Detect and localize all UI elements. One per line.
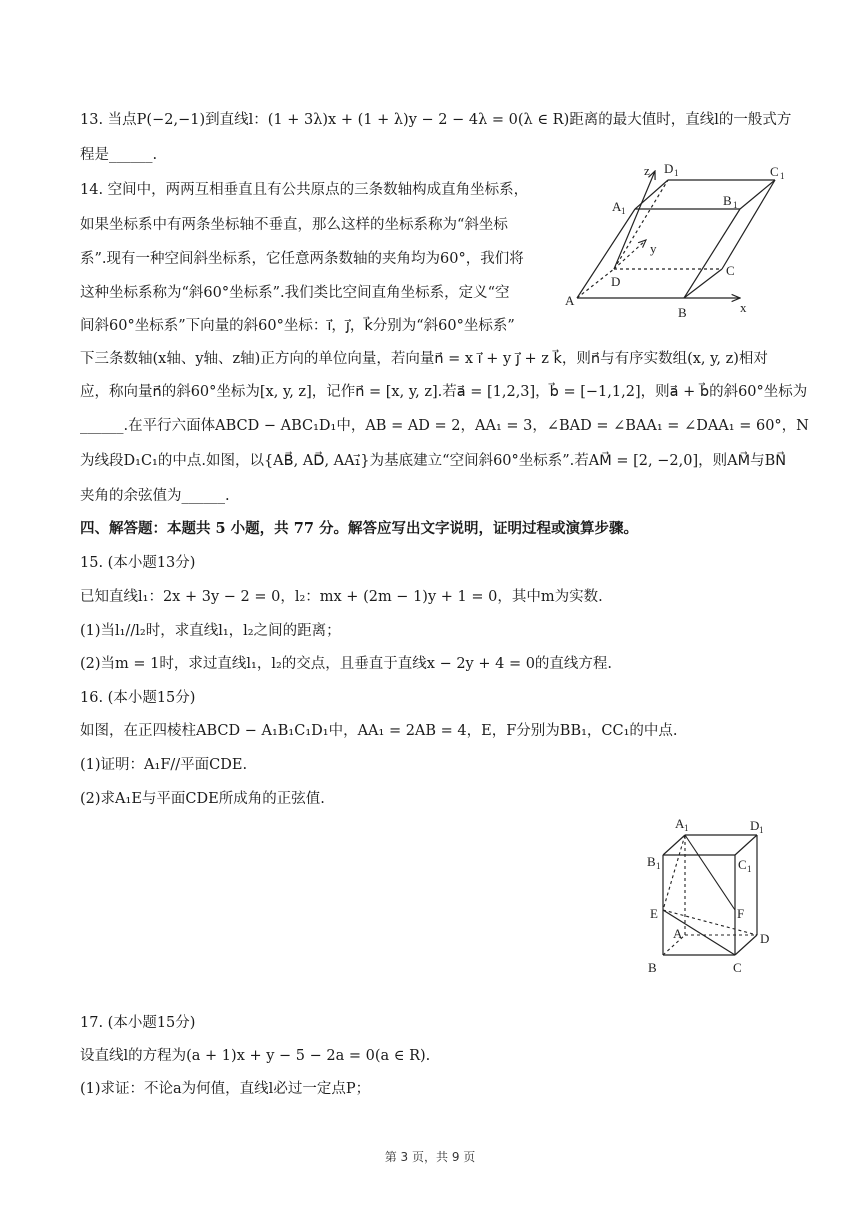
label-b: B [648,960,657,975]
label-x: x [740,300,747,315]
q16-part-1: (1)证明：A₁F//平面CDE. [80,757,248,773]
label-d1-sub: 1 [674,168,679,178]
label-d1: D [664,161,674,176]
q14-line-6: 下三条数轴(x轴、y轴、z轴)正方向的单位向量，若向量n⃗ = x i⃗ + y j⃗ + z k⃗，则n⃗与有序实数组(x, y, z)相对 [80,351,768,367]
label-b: B [678,305,687,320]
label-d: D [760,931,770,946]
label-c1: C [738,857,747,872]
label-d1-sub: 1 [759,825,764,835]
q16-title: 16. (本小题15分) [80,690,196,706]
label-c1-sub: 1 [747,864,752,874]
segment-a1e [663,835,685,910]
label-b1: B [647,854,656,869]
q14-line-1: 14. 空间中，两两互相垂直且有公共原点的三条数轴构成直角坐标系， [80,182,529,198]
label-b1-sub: 1 [656,861,661,871]
q17-title: 17. (本小题15分) [80,1015,196,1031]
edge-a1d1 [635,180,668,209]
label-a1: A [675,816,685,831]
q14-line-4: 这种坐标系称为“斜60°坐标系”.我们类比空间直角坐标系，定义“空 [80,285,510,301]
q14-line-9: 为线段D₁C₁的中点.如图，以{AB⃗, AD⃗, AA₁⃗}为基底建立“空间斜60°坐标系”.若AM⃗ = [2, −2,0]，则AM⃗与BN⃗ [80,453,787,469]
edge-b1a1 [663,835,685,855]
label-c: C [733,960,742,975]
q16-part-2: (2)求A₁E与平面CDE所成角的正弦值. [80,791,325,807]
label-c: C [726,263,735,278]
label-d: D [611,274,621,289]
z-axis-arrow [614,171,655,269]
label-f: F [737,906,745,921]
edge-aa1 [577,209,635,298]
q15-part-2: (2)当m = 1时，求过直线l₁，l₂的交点，且垂直于直线x − 2y + 4 = 0的直线方程. [80,656,613,672]
segment-a1f [685,835,735,910]
label-a1: A [612,199,622,214]
q13-line-2: 程是______. [80,147,158,163]
q16-stem: 如图，在正四棱柱ABCD − A₁B₁C₁D₁中，AA₁ = 2AB = 4，E，F分别为BB₁，CC₁的中点. [80,723,678,739]
label-a: A [565,293,575,308]
y-axis-arrow [614,240,646,269]
q14-line-10: 夹角的余弦值为______. [80,488,230,504]
label-e: E [650,906,658,921]
edge-ad [577,269,614,298]
label-a: A [673,926,683,941]
label-a1-sub: 1 [621,206,626,216]
label-z: z [644,163,650,178]
q17-stem: 设直线l的方程为(a + 1)x + y − 5 − 2a = 0(a ∈ R). [80,1048,431,1064]
q14-line-8: ______.在平行六面体ABCD − ABC₁D₁中，AB = AD = 2，AA₁ = 3，∠BAD = ∠BAA₁ = ∠DAA₁ = 60°，N [80,418,809,434]
q15-part-1: (1)当l₁//l₂时，求直线l₁，l₂之间的距离； [80,623,341,639]
edge-cd [735,935,757,955]
q13-line-1: 13. 当点P(−2,−1)到直线l：(1 + 3λ)x + (1 + λ)y − 2 − 4λ = 0(λ ∈ R)距离的最大值时，直线l的一般式方 [80,112,792,128]
q14-line-3: 系”.现有一种空间斜坐标系，它任意两条数轴的夹角均为60°，我们将 [80,251,524,267]
label-d1: D [750,818,760,833]
label-a1-sub: 1 [684,823,689,833]
q15-stem: 已知直线l₁：2x + 3y − 2 = 0，l₂：mx + (2m − 1)y + 1 = 0，其中m为实数. [80,589,603,605]
q17-part-1: (1)求证：不论a为何值，直线l必过一定点P； [80,1081,371,1097]
section-four-heading: 四、解答题：本题共 5 小题，共 77 分。解答应写出文字说明，证明过程或演算步骤。 [80,520,638,537]
label-y: y [650,241,657,256]
label-c1-sub: 1 [780,171,785,181]
label-b1-sub: 1 [733,200,738,210]
label-c1: C [770,164,779,179]
edge-bc [684,269,722,298]
q14-line-2: 如果坐标系中有两条坐标轴不垂直，那么这样的坐标系称为“斜坐标 [80,217,508,233]
page-footer: 第 3 页，共 9 页 [384,1150,476,1164]
edge-b1c1 [740,180,775,209]
parallelepiped-figure [560,155,800,325]
q14-line-7: 应，称向量n⃗的斜60°坐标为[x, y, z]，记作n⃗ = [x, y, z].若a⃗ = [1,2,3]，b⃗ = [−1,1,2]，则a⃗ + b⃗的斜60°坐标为 [80,384,808,400]
q15-title: 15. (本小题13分) [80,555,196,571]
prism-figure [640,810,790,980]
label-b1: B [723,193,732,208]
edge-dd1 [614,180,668,269]
edge-c1d1 [735,835,757,855]
q14-line-5: 间斜60°坐标系”下向量的斜60°坐标：i⃗，j⃗，k⃗分别为“斜60°坐标系” [80,318,515,334]
